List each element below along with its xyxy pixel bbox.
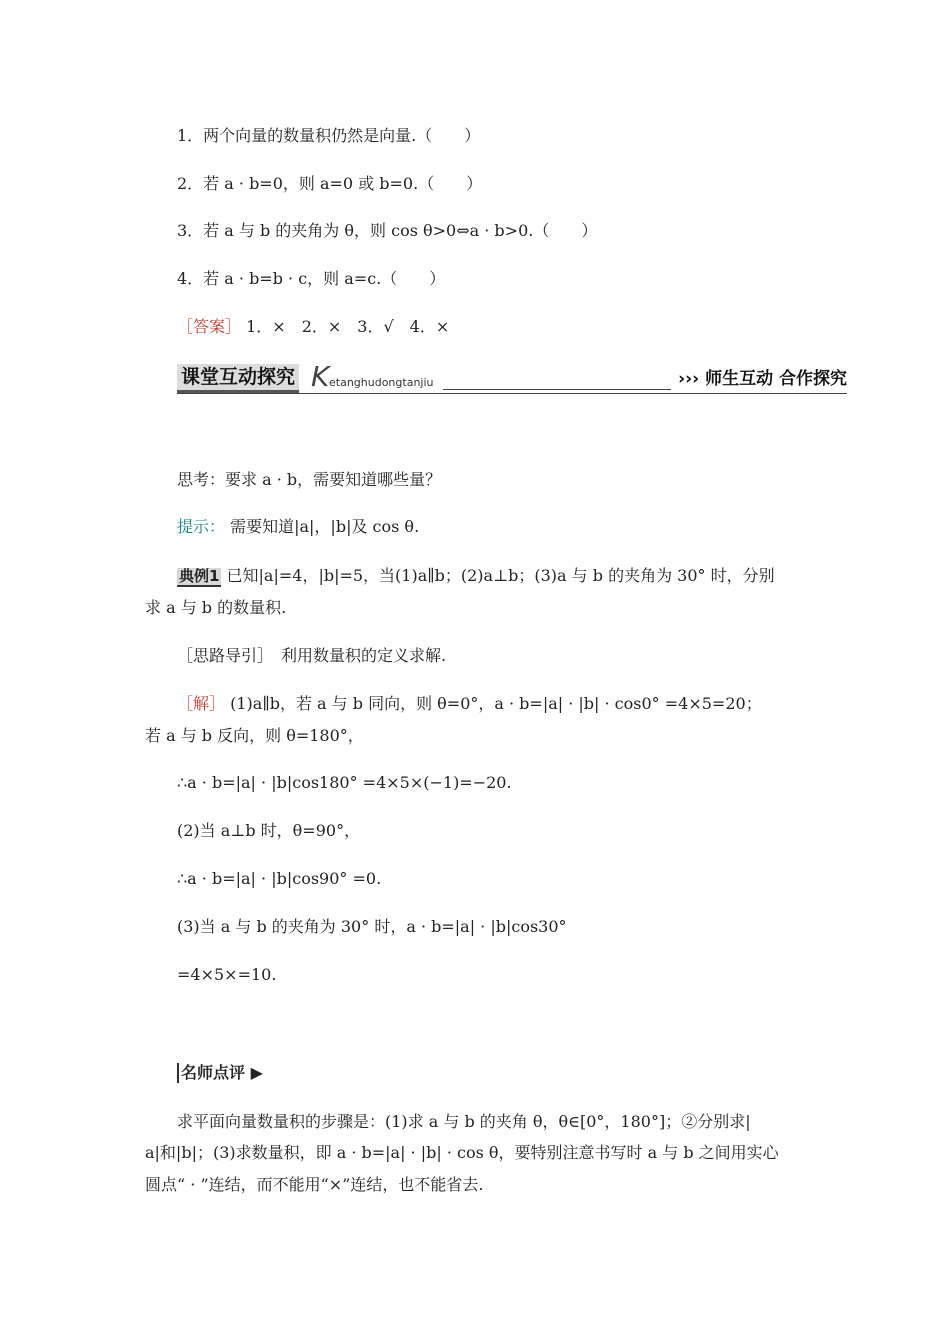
- section-title: 课堂互动探究: [177, 364, 299, 393]
- solution-line-7: =4×5×=10.: [177, 965, 277, 984]
- section-header-bar: [177, 362, 847, 394]
- answer-text: 1．× 2．× 3．√ 4．×: [246, 317, 450, 336]
- example-badge: 典例1: [179, 567, 220, 585]
- hint-line: [177, 517, 419, 537]
- section-rule: [443, 389, 671, 390]
- answer-line: [177, 317, 449, 337]
- exercise-3: 3．若 a 与 b 的夹角为 θ，则 cos θ>0⇔a · b>0.（ ）: [177, 221, 598, 240]
- hint-label: 提示：: [177, 517, 226, 536]
- solution-line-4: (2)当 a⊥b 时，θ=90°，: [177, 821, 361, 840]
- section-pinyin: etanghudongtanjiu: [329, 376, 434, 389]
- solution-line-6: (3)当 a 与 b 的夹角为 30° 时，a · b=|a| · |b|cos30°: [177, 917, 567, 936]
- comment-title: 名师点评 ▶: [177, 1063, 263, 1083]
- section-letter: K: [311, 360, 330, 393]
- solution-line-5: ∴a · b=|a| · |b|cos90° =0.: [177, 869, 382, 888]
- comment-line-2: a|和|b|；(3)求数量积，即 a · b=|a| · |b| · cos θ，要特别注意书写时 a 与 b 之间用实心: [145, 1143, 779, 1162]
- solution-text-1: (1)a∥b，若 a 与 b 同向，则 θ=0°，a · b=|a| · |b| · cos0° =4×5=20；: [230, 694, 762, 713]
- section-baseline: [177, 393, 847, 394]
- solution-line-1: [177, 694, 762, 714]
- comment-line-1: 求平面向量数量积的步骤是：(1)求 a 与 b 的夹角 θ，θ∈[0°，180°]；②分别求|: [177, 1112, 751, 1131]
- example-line-2: 求 a 与 b 的数量积.: [145, 598, 287, 617]
- example-text-1: 已知|a|=4，|b|=5，当(1)a∥b；(2)a⊥b；(3)a 与 b 的夹角为 30° 时，分别: [226, 566, 775, 585]
- solution-line-2: 若 a 与 b 反向，则 θ=180°，: [145, 726, 364, 745]
- hint-text: 需要知道|a|，|b|及 cos θ.: [230, 517, 420, 536]
- exercise-2: 2．若 a · b=0，则 a=0 或 b=0.（ ）: [177, 174, 483, 193]
- think-question: 思考：要求 a · b，需要知道哪些量？: [177, 470, 442, 489]
- guide-line: ［思路导引］ 利用数量积的定义求解.: [177, 646, 447, 665]
- answer-label: ［答案］: [177, 317, 242, 336]
- solution-label: ［解］: [177, 694, 226, 713]
- example-line-1: [177, 566, 775, 587]
- section-right-label: ››› 师生互动 合作探究: [678, 369, 847, 389]
- exercise-1: 1．两个向量的数量积仍然是向量.（ ）: [177, 126, 481, 145]
- comment-line-3: 圆点“ · ”连结，而不能用“×”连结，也不能省去.: [145, 1175, 484, 1194]
- solution-line-3: ∴a · b=|a| · |b|cos180° =4×5×(−1)=−20.: [177, 773, 512, 792]
- exercise-4: 4．若 a · b=b · c，则 a=c.（ ）: [177, 269, 446, 288]
